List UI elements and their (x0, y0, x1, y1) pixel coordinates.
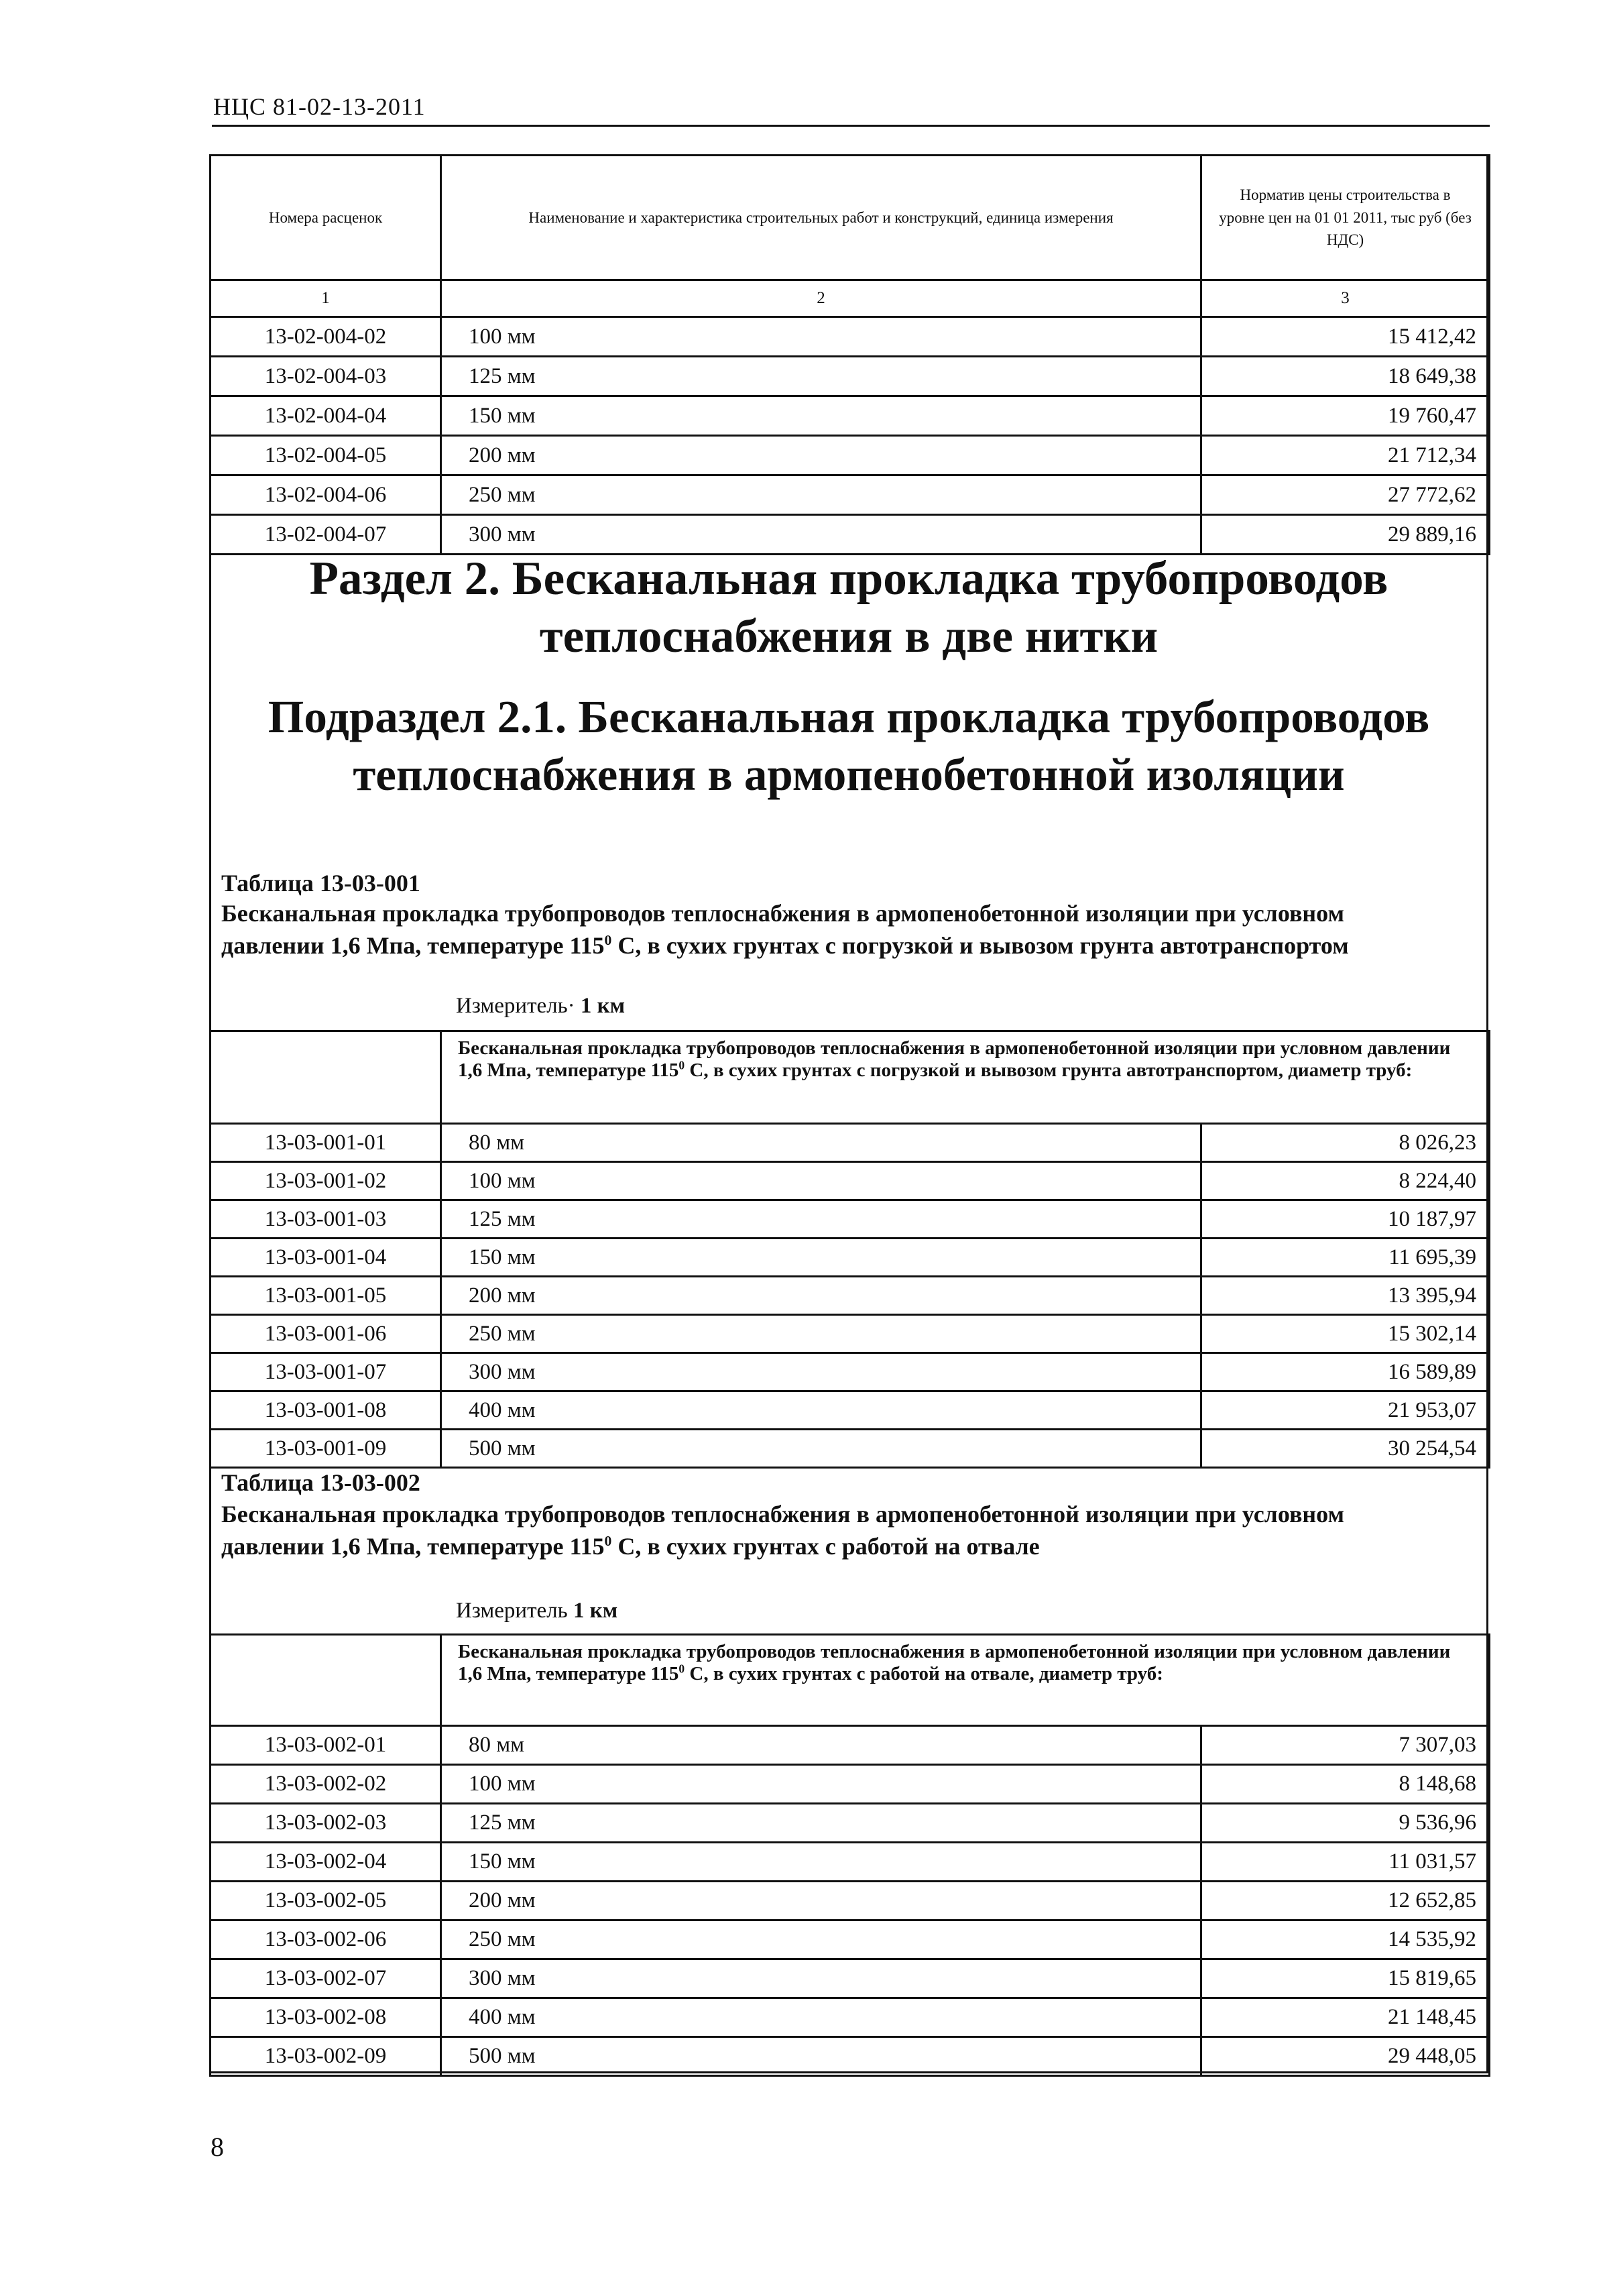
pipe-diameter: 250 мм (441, 475, 1201, 515)
table-row (211, 1959, 1490, 1998)
pipe-diameter: 500 мм (441, 1430, 1201, 1468)
rate-code: 13-03-001-04 (211, 1239, 441, 1277)
price-value: 8 148,68 (1201, 1765, 1490, 1804)
price-value: 21 148,45 (1201, 1998, 1490, 2037)
pipe-diameter: 200 мм (441, 436, 1201, 475)
table-row (211, 515, 1490, 555)
price-value: 8 026,23 (1201, 1124, 1490, 1162)
price-table-13-03-002 (209, 1633, 1490, 2077)
price-value: 21 712,34 (1201, 436, 1490, 475)
empty-cell (211, 1031, 441, 1124)
table-row (211, 1315, 1490, 1353)
table-row (211, 1200, 1490, 1239)
price-value: 9 536,96 (1201, 1804, 1490, 1843)
table-description (221, 1498, 1482, 1562)
price-value: 19 760,47 (1201, 396, 1490, 436)
rate-code: 13-03-001-02 (211, 1162, 441, 1200)
table-row (211, 1124, 1490, 1162)
page-number: 8 (211, 2132, 224, 2162)
pipe-diameter: 250 мм (441, 1920, 1201, 1959)
pipe-diameter: 300 мм (441, 1959, 1201, 1998)
top-price-table (209, 154, 1490, 555)
price-value: 29 889,16 (1201, 515, 1490, 555)
unit-of-measure (456, 1599, 617, 1623)
rate-code: 13-03-002-04 (211, 1843, 441, 1882)
table-row (211, 1998, 1490, 2037)
rate-code: 13-03-001-08 (211, 1391, 441, 1430)
rate-code: 13-02-004-06 (211, 475, 441, 515)
unit-label: Измеритель (456, 1599, 568, 1623)
table-row (211, 1353, 1490, 1391)
rate-code: 13-03-002-05 (211, 1882, 441, 1920)
pipe-diameter: 300 мм (441, 1353, 1201, 1391)
price-value: 15 819,65 (1201, 1959, 1490, 1998)
works-description: Бесканальная прокладка трубопроводов теплоснабжения в армопенобетонной изоляции при условном давлении 1,6 Мпа, температуре $115^0$ С, в сухих грунтах с погрузкой и вывозом грунта автотранспортом, диаметр труб: (441, 1031, 1490, 1124)
column-number: 3 (1201, 280, 1490, 317)
table-row (211, 1920, 1490, 1959)
table-row (211, 1162, 1490, 1200)
pipe-diameter: 400 мм (441, 1998, 1201, 2037)
rate-code: 13-02-004-05 (211, 436, 441, 475)
price-value: 13 395,94 (1201, 1277, 1490, 1315)
document-code: НЦС 81-02-13-2011 (213, 93, 426, 120)
rate-code: 13-03-001-07 (211, 1353, 441, 1391)
subsection-title: Подраздел 2.1. Бесканальная прокладка трубопроводов (268, 691, 1430, 742)
price-value: 16 589,89 (1201, 1353, 1490, 1391)
section-heading-block (209, 550, 1488, 803)
table-row (211, 396, 1490, 436)
unit-value: 1 км (573, 1599, 618, 1623)
pipe-diameter: 125 мм (441, 1200, 1201, 1239)
rate-code: 13-03-002-06 (211, 1920, 441, 1959)
table-row (211, 1239, 1490, 1277)
pipe-diameter: 200 мм (441, 1882, 1201, 1920)
rate-code: 13-03-001-05 (211, 1277, 441, 1315)
column-number: 2 (441, 280, 1201, 317)
price-value: 27 772,62 (1201, 475, 1490, 515)
pipe-diameter: 125 мм (441, 1804, 1201, 1843)
empty-cell (211, 1635, 441, 1726)
price-value: 11 695,39 (1201, 1239, 1490, 1277)
rate-code: 13-03-002-08 (211, 1998, 441, 2037)
table-row (211, 2037, 1490, 2076)
price-value: 12 652,85 (1201, 1882, 1490, 1920)
unit-of-measure (456, 994, 625, 1019)
rate-code: 13-02-004-07 (211, 515, 441, 555)
pipe-diameter: 500 мм (441, 2037, 1201, 2076)
pipe-diameter: 200 мм (441, 1277, 1201, 1315)
table-caption: Таблица 13-03-001 (221, 870, 420, 897)
header-price: Норматив цены строительства в уровне цен на 01 01 2011, тыс руб (без НДС) (1201, 156, 1490, 280)
table-row (211, 1726, 1490, 1765)
table-row (211, 1843, 1490, 1882)
table-row (211, 1391, 1490, 1430)
header-codes: Номера расценок (211, 156, 441, 280)
table-row (211, 1765, 1490, 1804)
works-description: Бесканальная прокладка трубопроводов теплоснабжения в армопенобетонной изоляции при условном давлении 1,6 Мпа, температуре $115^0$ С, в сухих грунтах с работой на отвале, диаметр труб: (441, 1635, 1490, 1726)
pipe-diameter: 100 мм (441, 1765, 1201, 1804)
pipe-diameter: 150 мм (441, 1239, 1201, 1277)
pipe-diameter: 80 мм (441, 1124, 1201, 1162)
pipe-diameter: 100 мм (441, 317, 1201, 357)
subsection-title: теплоснабжения в армопенобетонной изоляции (353, 749, 1345, 800)
price-value: 10 187,97 (1201, 1200, 1490, 1239)
column-number: 1 (211, 280, 441, 317)
table-row (211, 357, 1490, 396)
pipe-diameter: 125 мм (441, 357, 1201, 396)
unit-value: 1 км (580, 994, 626, 1018)
table-header-row (211, 156, 1490, 280)
header-description: Наименование и характеристика строительных работ и конструкций, единица измерения (441, 156, 1201, 280)
pipe-diameter: 80 мм (441, 1726, 1201, 1765)
rate-code: 13-03-002-07 (211, 1959, 441, 1998)
top-table-body (211, 317, 1490, 555)
section-title: Раздел 2. Бесканальная прокладка трубопроводов (309, 553, 1388, 605)
table-row (211, 1804, 1490, 1843)
rate-code: 13-03-001-01 (211, 1124, 441, 1162)
price-value: 11 031,57 (1201, 1843, 1490, 1882)
table2-body (211, 1726, 1490, 2076)
rate-code: 13-03-001-06 (211, 1315, 441, 1353)
price-value: 29 448,05 (1201, 2037, 1490, 2076)
column-number-row (211, 280, 1490, 317)
table-description-line: давлении 1,6 Мпа, температуре $115^0$ С, в сухих грунтах с работой на отвале (221, 1533, 1040, 1560)
pipe-diameter: 250 мм (441, 1315, 1201, 1353)
rate-code: 13-03-002-02 (211, 1765, 441, 1804)
pipe-diameter: 150 мм (441, 1843, 1201, 1882)
table1-body (211, 1124, 1490, 1468)
table-row (211, 1277, 1490, 1315)
rate-code: 13-03-002-03 (211, 1804, 441, 1843)
rate-code: 13-03-002-09 (211, 2037, 441, 2076)
rate-code: 13-03-001-09 (211, 1430, 441, 1468)
table-row (211, 436, 1490, 475)
table-description (221, 897, 1482, 962)
price-value: 7 307,03 (1201, 1726, 1490, 1765)
table-description-line: Бесканальная прокладка трубопроводов теплоснабжения в армопенобетонной изоляции при условном (221, 900, 1345, 927)
header-rule (212, 125, 1490, 127)
table-row (211, 1882, 1490, 1920)
price-value: 21 953,07 (1201, 1391, 1490, 1430)
price-value: 18 649,38 (1201, 357, 1490, 396)
table-row (211, 317, 1490, 357)
pipe-diameter: 100 мм (441, 1162, 1201, 1200)
table-description-row (211, 1635, 1490, 1726)
price-table-13-03-001 (209, 1030, 1490, 1469)
price-value: 14 535,92 (1201, 1920, 1490, 1959)
rate-code: 13-02-004-03 (211, 357, 441, 396)
rate-code: 13-03-001-03 (211, 1200, 441, 1239)
table-caption: Таблица 13-03-002 (221, 1469, 420, 1496)
table-description-line: Бесканальная прокладка трубопроводов теплоснабжения в армопенобетонной изоляции при условном (221, 1501, 1345, 1528)
table-row (211, 1430, 1490, 1468)
price-value: 30 254,54 (1201, 1430, 1490, 1468)
table-description-line: давлении 1,6 Мпа, температуре $115^0$ С, в сухих грунтах с погрузкой и вывозом грунта автотранспортом (221, 932, 1349, 959)
rate-code: 13-03-002-01 (211, 1726, 441, 1765)
pipe-diameter: 400 мм (441, 1391, 1201, 1430)
rate-code: 13-02-004-04 (211, 396, 441, 436)
price-value: 15 302,14 (1201, 1315, 1490, 1353)
price-value: 15 412,42 (1201, 317, 1490, 357)
table-row (211, 475, 1490, 515)
unit-label: Измеритель· (456, 994, 575, 1018)
section-title: теплоснабжения в две нитки (539, 610, 1159, 663)
pipe-diameter: 150 мм (441, 396, 1201, 436)
rate-code: 13-02-004-02 (211, 317, 441, 357)
table-description-row (211, 1031, 1490, 1124)
price-value: 8 224,40 (1201, 1162, 1490, 1200)
pipe-diameter: 300 мм (441, 515, 1201, 555)
